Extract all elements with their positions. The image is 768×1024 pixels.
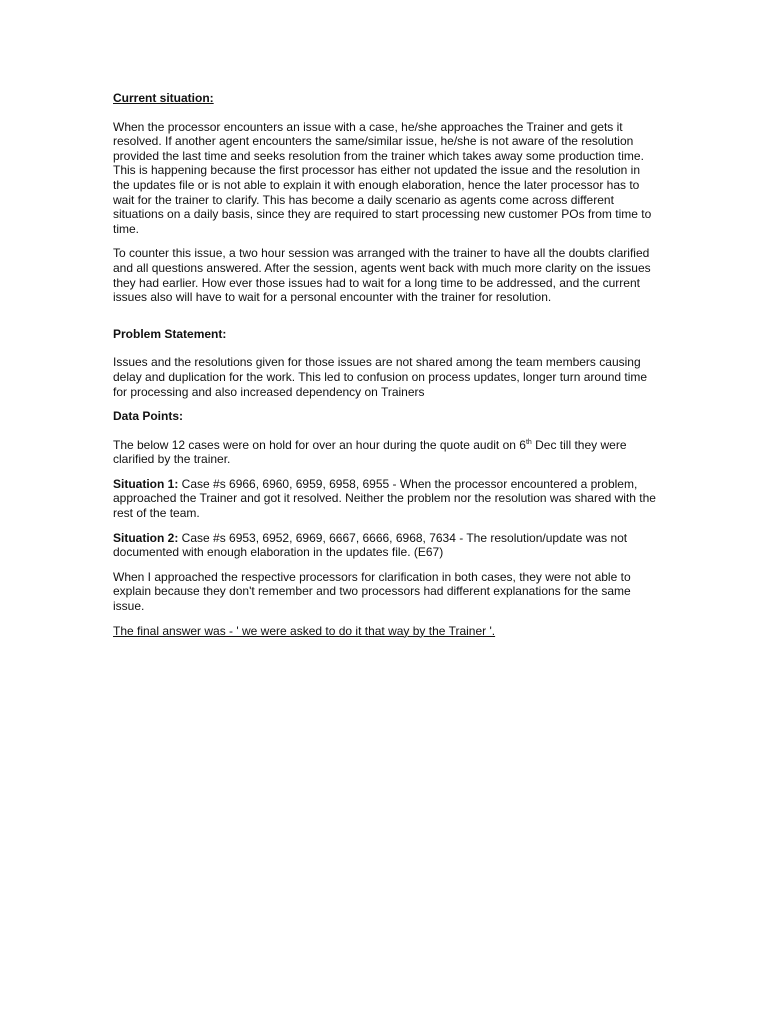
data-points-intro: [113, 438, 658, 467]
situation-1-paragraph: [113, 477, 658, 521]
data-points-heading: Data Points:: [113, 409, 184, 424]
situation-2-paragraph: [113, 531, 658, 560]
data-points-intro-text-end: Dec till they were clarified by the trainer.: [113, 437, 627, 467]
situation-1-text: Case #s 6966, 6960, 6959, 6958, 6955 - When the processor encountered a problem, approached the Trainer and got it resolved. Neither the problem nor the resolution was shared with the rest of the team.: [113, 476, 656, 521]
problem-statement-paragraph: Issues and the resolutions given for those issues are not shared among the team members causing delay and duplication for the work. This led to confusion on process updates, longer turn around time for processing and also increased dependency on Trainers: [113, 355, 648, 399]
ordinal-suffix: th: [525, 438, 532, 446]
document-body: [113, 91, 658, 638]
current-situation-heading: Current situation:: [113, 91, 214, 105]
current-situation-paragraph-2: To counter this issue, a two hour session was arranged with the trainer to have all the doubts clarified and all questions answered. After the session, agents went back with much more clarity on the issues they had earlier. How ever those issues had to wait for a long time to be addressed, and the current issues also will have to wait for a personal encounter with the trainer for resolution.: [113, 246, 651, 305]
final-answer-paragraph: The final answer was - ' we were asked to do it that way by the Trainer '.: [113, 623, 496, 638]
situation-2-text: Case #s 6953, 6952, 6969, 6667, 6666, 6968, 7634 - The resolution/update was not documented with enough elaboration in the updates file. (E67): [113, 530, 628, 560]
current-situation-paragraph-1: When the processor encounters an issue with a case, he/she approaches the Trainer and gets it resolved. If another agent encounters the same/similar issue, he/she is not aware of the resolution provided the last time and seeks resolution from the trainer which takes away some production time. This is happening because the first processor has either not updated the issue and the resolution in the updates file or is not able to explain it with enough elaboration, hence the later processor has to wait for the trainer to clarify. This has become a daily scenario as agents come across different situations on a daily basis, since they are required to start processing new customer POs from time to time.: [113, 119, 652, 236]
data-points-intro-text: The below 12 cases were on hold for over an hour during the quote audit on 6: [113, 437, 526, 452]
situation-1-label: Situation 1:: [113, 476, 179, 491]
clarification-paragraph: When I approached the respective processors for clarification in both cases, they were not able to explain because they don't remember and two processors had different explanations for the same issue.: [113, 569, 631, 614]
situation-2-label: Situation 2:: [113, 530, 179, 545]
problem-statement-heading: Problem Statement:: [113, 326, 227, 341]
